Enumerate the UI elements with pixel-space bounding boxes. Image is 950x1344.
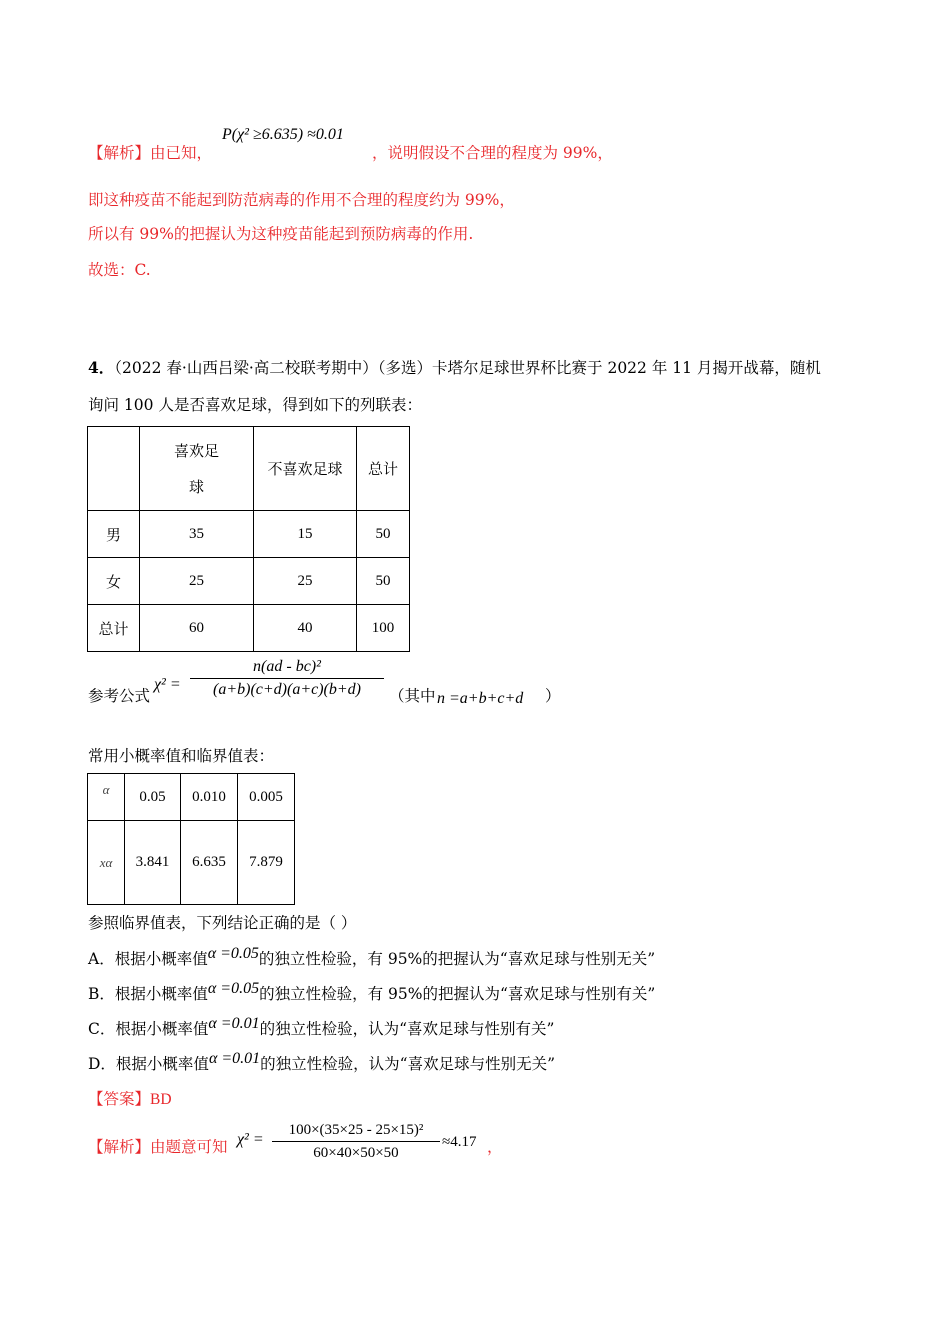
table-row bbox=[88, 511, 410, 558]
table-header-cell: 喜欢足球 bbox=[140, 427, 254, 511]
question-prompt: 参照临界值表，下列结论正确的是（ ） bbox=[88, 914, 357, 932]
contingency-table bbox=[87, 426, 410, 652]
table-cell: 6.635 bbox=[181, 821, 238, 905]
formula-note-prefix: （其中 bbox=[389, 687, 436, 705]
question-stem-line-2: 询问 100 人是否喜欢足球，得到如下的列联表： bbox=[88, 396, 422, 414]
option-b: B．根据小概率值α =0.05的独立性检验，有 95%的把握认为“喜欢足球与性别有关” bbox=[88, 980, 656, 1003]
table-row bbox=[88, 605, 410, 652]
analysis-tag-1: 【解析】由已知， bbox=[88, 144, 213, 162]
table-cell: 35 bbox=[140, 511, 254, 558]
table-header-cell: 不喜欢足球 bbox=[254, 427, 357, 511]
table-cell: 25 bbox=[140, 558, 254, 605]
analysis-fraction bbox=[272, 1122, 440, 1162]
analysis-line-2: 即这种疫苗不能起到防范病毒的作用不合理的程度约为 99%， bbox=[88, 191, 515, 209]
table-header-cell bbox=[88, 427, 140, 511]
analysis-conclusion-1: ，说明假设不合理的程度为 99%， bbox=[372, 144, 613, 162]
analysis-line-3: 所以有 99%的把握认为这种疫苗能起到预防病毒的作用. bbox=[88, 225, 474, 243]
table-cell: 60 bbox=[140, 605, 254, 652]
table-cell: 3.841 bbox=[125, 821, 181, 905]
analysis-denominator: 60×40×50×50 bbox=[272, 1141, 440, 1162]
table-cell: 25 bbox=[254, 558, 357, 605]
table-cell: 0.010 bbox=[181, 774, 238, 821]
analysis-tag-2: 【解析】由题意可知 bbox=[88, 1138, 228, 1156]
table-cell: xα bbox=[88, 821, 125, 905]
table-cell: 女 bbox=[88, 558, 140, 605]
table-cell: α bbox=[88, 774, 125, 821]
option-a: A．根据小概率值α =0.05的独立性检验，有 95%的把握认为“喜欢足球与性别无关” bbox=[88, 945, 656, 968]
question-stem-line-1: 4．（2022 春·山西吕梁·高二校联考期中）（多选）卡塔尔足球世界杯比赛于 2022 年 11 月揭开战幕，随机 bbox=[88, 358, 821, 377]
table-cell: 男 bbox=[88, 511, 140, 558]
analysis-numerator: 100×(35×25 - 25×15)² bbox=[288, 1122, 424, 1138]
table-cell: 总计 bbox=[88, 605, 140, 652]
formula-label: 参考公式 bbox=[88, 687, 151, 705]
critical-table-title: 常用小概率值和临界值表： bbox=[88, 747, 275, 765]
table-cell: 40 bbox=[254, 605, 357, 652]
formula-fraction bbox=[190, 658, 384, 699]
analysis-tail: ， bbox=[487, 1138, 503, 1156]
table-row bbox=[88, 774, 295, 821]
table-cell: 0.05 bbox=[125, 774, 181, 821]
table-header-row bbox=[88, 427, 410, 511]
formula-denominator: (a+b)(c+d)(a+c)(b+d) bbox=[190, 678, 384, 699]
formula-numerator: n(ad - bc)² bbox=[253, 658, 321, 675]
table-row bbox=[88, 821, 295, 905]
critical-value-table bbox=[87, 773, 295, 905]
answer-choice-line: 故选：C. bbox=[88, 261, 151, 279]
analysis-result: ≈4.17 bbox=[442, 1134, 477, 1150]
formula-lhs: χ² = bbox=[154, 676, 181, 693]
table-cell: 100 bbox=[357, 605, 410, 652]
analysis-lhs: χ² = bbox=[237, 1131, 264, 1148]
table-cell: 7.879 bbox=[238, 821, 295, 905]
table-cell: 50 bbox=[357, 558, 410, 605]
answer-line: 【答案】BD bbox=[88, 1090, 172, 1108]
table-cell: 0.005 bbox=[238, 774, 295, 821]
table-cell: 50 bbox=[357, 511, 410, 558]
table-header-cell: 总计 bbox=[357, 427, 410, 511]
table-row bbox=[88, 558, 410, 605]
option-d: D．根据小概率值α =0.01的独立性检验，认为“喜欢足球与性别无关” bbox=[88, 1050, 555, 1073]
option-c: C．根据小概率值α =0.01的独立性检验，认为“喜欢足球与性别有关” bbox=[88, 1015, 555, 1038]
table-cell: 15 bbox=[254, 511, 357, 558]
formula-note-suffix: ） bbox=[545, 687, 561, 705]
formula-note-expression: n =a+b+c+d bbox=[437, 690, 524, 707]
probability-expression: P(χ² ≥6.635) ≈0.01 bbox=[222, 126, 344, 143]
